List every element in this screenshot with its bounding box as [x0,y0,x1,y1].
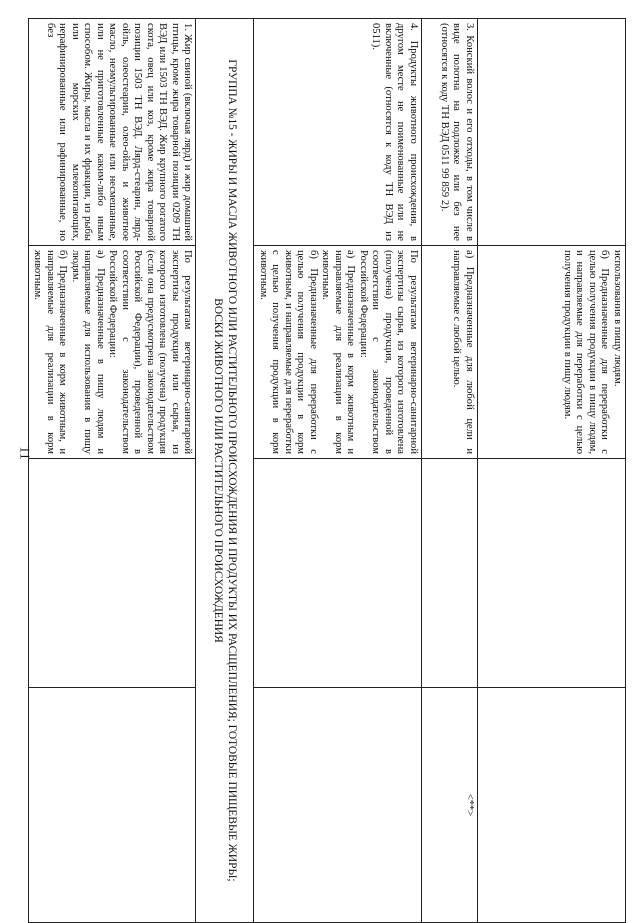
row1-col3 [478,459,626,688]
document-frame [32,18,626,886]
row4-col4 [29,688,197,923]
row2-col3 [422,459,478,688]
row4-col2-p3: б) Предназначенные в корм животным, и направляемые для реализации в корм животным. [32,250,69,454]
rotated-document [32,18,626,886]
row2-col2-p1: а) Предназначенные для любой цели и направляемые с любой целью. [451,250,475,454]
row4-col2-p1: По результатам ветеринарно-санитарной экспертизы продукции или сырья, из которого изготовлена (получена) продукция (если она предусмотрена законодательством Российской Федерации), проведенной в соответствии с законодательством Российской Федерации: [107,250,194,454]
row2-col1: 3. Конский волос и его отходы, в том числе в виде полотна на подложке или без нее (относятся к коду ТН ВЭД 0511 99 859 2). [422,19,478,246]
row3-col4 [254,688,422,923]
group-title: ГРУППА №15 - ЖИРЫ И МАСЛА ЖИВОТНОГО ИЛИ РАСТИТЕЛЬНОГО ПРОИСХОЖДЕНИЯ И ПРОДУКТЫ ИХ РАСЩЕПЛЕНИЯ; ГОТОВЫЕ ПИЩЕВЫЕ ЖИРЫ; ВОСКИ ЖИВОТНОГО ИЛИ РАСТИТЕЛЬНОГО ПРОИСХОЖДЕНИЯ [196,19,254,923]
row2-col4: <**> [422,688,478,923]
row4-col2 [29,246,197,459]
row1-col1 [478,19,626,246]
row3-col1: 4. Продукты животного происхождения, в другом месте не поименованные или не включенные (относятся к коду ТН ВЭД из 0511). [254,19,422,246]
table-row [254,19,422,923]
row4-col3 [29,459,197,688]
row4-col2-p2: а) Предназначенные в пищу людям и направляемые для использования в пищу людям. [70,250,106,454]
row3-col2-p2: а) Предназначенные в корм животным и направляемые для реализации в корм животным. [320,250,357,454]
row4-col1: 1. Жир свиной (включая лярд) и жир домашней птицы, кроме жира товарной позиции 0209 ТН ВЭД или 1503 ТН ВЭД. Жир крупного рогатого скота, овец или коз, кроме жира товарной позиции 1503 ТН ВЭД. Лярд-стеарин, лярд-ойль, олеостеарин, олео-ойль и животное масло, неэмульгированные или несмешанные, или не приготовленные каким-либо иным способом. Жиры, масла и их фракции, из рыбы или морских млекопитающих, нерафинированные или рафинированные, но без [29,19,197,246]
group-header-row [196,19,254,923]
row3-col2 [254,246,422,459]
regulation-table [28,18,626,923]
table-row [29,19,197,923]
row1-col2-p2: б) Предназначенные для переработки с целью получения продукции в пищу людям, и направляемые для переработки с целью получения продукции в пищу людям. [562,250,611,454]
row3-col2-p3: б) Предназначенные для переработки с целью получения продукции в корм животным, и направляемые для переработки с целью получения продукции в корм животным. [258,250,319,454]
row2-col2 [422,246,478,459]
page-number: 11 [16,445,32,460]
table-row [422,19,478,923]
row3-col3 [254,459,422,688]
row1-col2 [478,246,626,459]
table-row [478,19,626,923]
row1-col4 [478,688,626,923]
row3-col2-p1: По результатам ветеринарно-санитарной экспертизы сырья, из которого изготовлена (получена) продукция, проведенной в соответствии с законодательством Российской Федерации: [358,250,419,454]
row1-col2-p1: использования в пищу людям. [612,250,623,387]
